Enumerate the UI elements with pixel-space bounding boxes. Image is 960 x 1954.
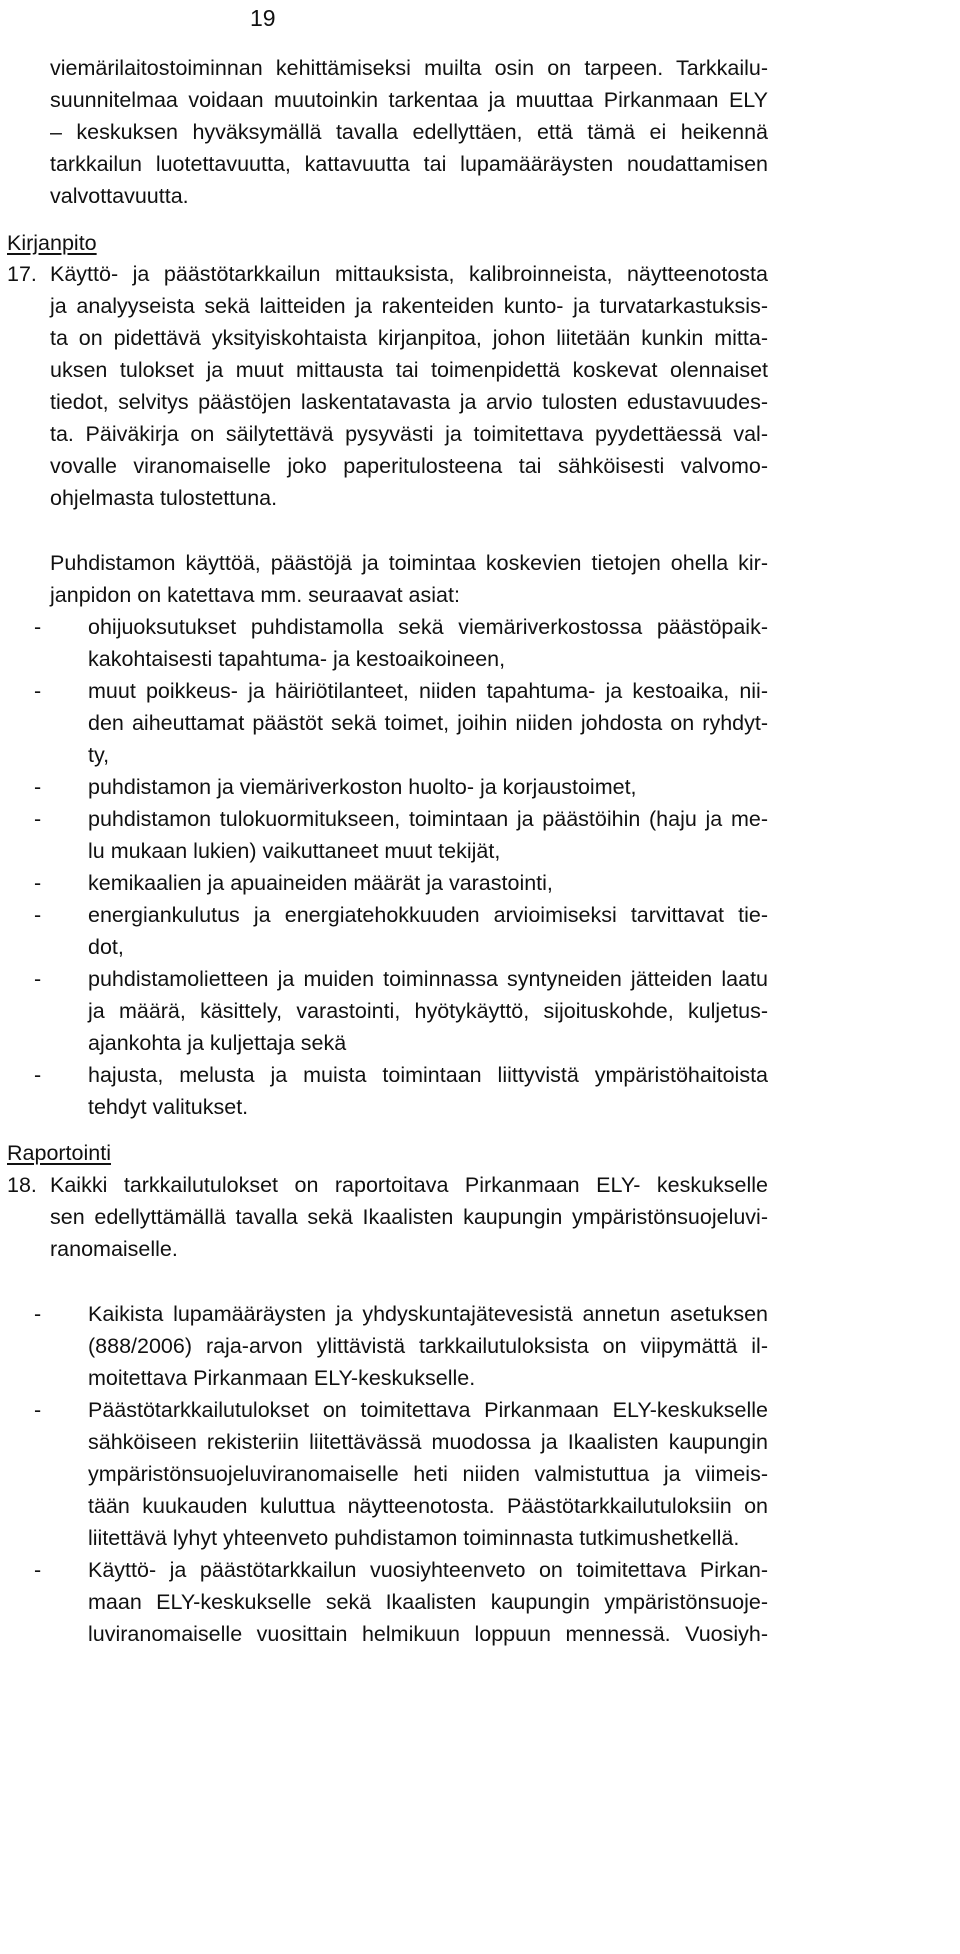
list-item-line: moitettava Pirkanmaan ELY-keskukselle. [88, 1366, 476, 1390]
list-item-line: (888/2006) raja-arvon ylittävistä tarkkailutuloksista on viipymättä il- [88, 1334, 768, 1358]
list-item-line: Käyttö- ja päästötarkkailun vuosiyhteenveto on toimitettava Pirkan- [88, 1558, 768, 1582]
text-line: Puhdistamon käyttöä, päästöjä ja toimintaa koskevien tietojen ohella kir- [50, 551, 768, 575]
text-line: ranomaiselle. [50, 1237, 178, 1261]
list-item-line: puhdistamon ja viemäriverkoston huolto- ja korjaustoimet, [88, 775, 637, 799]
text-line: – keskuksen hyväksymällä tavalla edellyttäen, että tämä ei heikennä [50, 120, 768, 144]
item-number: 18. [7, 1173, 37, 1197]
text-line: sen edellyttämällä tavalla sekä Ikaalisten kaupungin ympäristönsuojeluvi- [50, 1205, 768, 1229]
list-item-line: muut poikkeus- ja häiriötilanteet, niiden tapahtuma- ja kestoaika, nii- [88, 679, 768, 703]
section-heading-raportointi: Raportointi [7, 1141, 111, 1165]
text-line: tiedot, selvitys päästöjen laskentatavasta ja arvio tulosten edustavuudes- [50, 390, 768, 414]
list-item-line: kakohtaisesti tapahtuma- ja kestoaikoineen, [88, 647, 506, 671]
text-line: ja analyyseista sekä laitteiden ja rakenteiden kunto- ja turvatarkastuksis- [50, 294, 768, 318]
text-line: suunnitelmaa voidaan muutoinkin tarkentaa ja muuttaa Pirkanmaan ELY [50, 88, 768, 112]
text-line: valvottavuutta. [50, 184, 189, 208]
page-number: 19 [250, 5, 276, 31]
list-dash: - [34, 967, 42, 991]
list-dash: - [34, 903, 42, 927]
list-item-line: ohijuoksutukset puhdistamolla sekä viemäriverkostossa päästöpaik- [88, 615, 768, 639]
text-line: ta on pidettävä yksityiskohtaista kirjanpitoa, johon liitetään kunkin mitta- [50, 326, 768, 350]
list-item-line: kemikaalien ja apuaineiden määrät ja varastointi, [88, 871, 553, 895]
list-item-line: tään kuukauden kuluttua näytteenotosta. Päästötarkkailutuloksiin on [88, 1494, 768, 1518]
text-line: tarkkailun luotettavuutta, kattavuutta tai lupamääräysten noudattamisen [50, 152, 768, 176]
list-item-line: ajankohta ja kuljettaja sekä [88, 1031, 347, 1055]
list-item-line: ja määrä, käsittely, varastointi, hyötykäyttö, sijoituskohde, kuljetus- [88, 999, 768, 1023]
text-line: uksen tulokset ja muut mittausta tai toimenpidettä koskevat olennaiset [50, 358, 768, 382]
list-item-line: ympäristönsuojeluviranomaiselle heti niiden valmistuttua ja viimeis- [88, 1462, 768, 1486]
list-dash: - [34, 615, 42, 639]
list-dash: - [34, 1063, 42, 1087]
list-dash: - [34, 1302, 42, 1326]
list-item-line: luviranomaiselle vuosittain helmikuun loppuun mennessä. Vuosiyh- [88, 1622, 768, 1646]
list-dash: - [34, 1558, 42, 1582]
list-item-line: dot, [88, 935, 124, 959]
list-item-line: puhdistamon tulokuormitukseen, toimintaan ja päästöihin (haju ja me- [88, 807, 768, 831]
list-dash: - [34, 871, 42, 895]
list-item-line: energiankulutus ja energiatehokkuuden arvioimiseksi tarvittavat tie- [88, 903, 768, 927]
list-item-line: Päästötarkkailutulokset on toimitettava Pirkanmaan ELY-keskukselle [88, 1398, 768, 1422]
list-dash: - [34, 679, 42, 703]
list-dash: - [34, 1398, 42, 1422]
text-line: vovalle viranomaiselle joko paperitulosteena tai sähköisesti valvomo- [50, 454, 768, 478]
text-line: ta. Päiväkirja on säilytettävä pysyvästi ja toimitettava pyydettäessä val- [50, 422, 768, 446]
text-line: Käyttö- ja päästötarkkailun mittauksista, kalibroinneista, näytteenotosta [50, 262, 768, 286]
list-item-line: lu mukaan lukien) vaikuttaneet muut tekijät, [88, 839, 501, 863]
item-number: 17. [7, 262, 37, 286]
text-line: Kaikki tarkkailutulokset on raportoitava Pirkanmaan ELY- keskukselle [50, 1173, 768, 1197]
text-line: janpidon on katettava mm. seuraavat asiat: [50, 583, 460, 607]
list-item-line: maan ELY-keskukselle sekä Ikaalisten kaupungin ympäristönsuoje- [88, 1590, 768, 1614]
section-heading-kirjanpito: Kirjanpito [7, 231, 97, 255]
list-item-line: tehdyt valitukset. [88, 1095, 249, 1119]
text-line: ohjelmasta tulostettuna. [50, 486, 278, 510]
list-item-line: puhdistamolietteen ja muiden toiminnassa syntyneiden jätteiden laatu [88, 967, 768, 991]
list-dash: - [34, 775, 42, 799]
list-item-line: liitettävä lyhyt yhteenveto puhdistamon toiminnasta tutkimushetkellä. [88, 1526, 740, 1550]
list-item-line: Kaikista lupamääräysten ja yhdyskuntajätevesistä annetun asetuksen [88, 1302, 768, 1326]
text-line: viemärilaitostoiminnan kehittämiseksi muilta osin on tarpeen. Tarkkailu- [50, 56, 768, 80]
list-item-line: ty, [88, 743, 110, 767]
list-item-line: sähköiseen rekisteriin liitettävässä muodossa ja Ikaalisten kaupungin [88, 1430, 768, 1454]
list-item-line: hajusta, melusta ja muista toimintaan liittyvistä ympäristöhaitoista [88, 1063, 768, 1087]
list-item-line: den aiheuttamat päästöt sekä toimet, joihin niiden johdosta on ryhdyt- [88, 711, 768, 735]
list-dash: - [34, 807, 42, 831]
